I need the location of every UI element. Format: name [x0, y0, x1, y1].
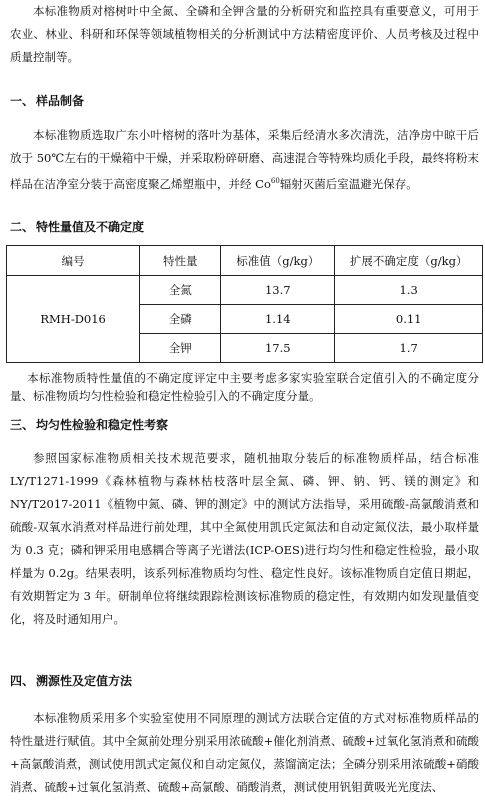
uncertainty-cell: 0.11	[335, 305, 483, 334]
material-id-cell: RMH-D016	[7, 276, 140, 363]
certified-values-table	[6, 245, 483, 363]
uncertainty-cell: 1.7	[335, 334, 483, 363]
header-uncertainty: 扩展不确定度（g/kg）	[335, 246, 483, 276]
section-heading-sample-prep: 一、 样品制备	[10, 94, 85, 108]
intro-paragraph: 本标准物质对榕树叶中全氮、全磷和全钾含量的分析研究和监控具有重要意义，可用于农业、林业、科研和环保等领域植物相关的分析测试中方法精密度评价、人员考核及过程中质量控制等。	[10, 4, 479, 64]
value-cell: 17.5	[221, 334, 335, 363]
property-cell: 全磷	[140, 305, 221, 334]
section-heading-values: 二、 特性量值及不确定度	[10, 220, 145, 234]
table-note: 本标准物质特性量值的不确定度评定中主要考虑多家实验室联合定值引入的不确定度分量、标准物质均匀性检验和稳定性检验引入的不确定度分量。	[10, 371, 479, 403]
homogeneity-paragraph: 参照国家标准物质相关技术规范要求，随机抽取分装后的标准物质样品，结合标准 LY/T1271-1999《森林植物与森林枯枝落叶层全氮、磷、钾、钠、钙、镁的测定》和 NY/T2017-2011《植物中氮、磷、钾的测定》中的测试方法指导，采用硫酸-高氯酸消煮和硫酸-双氧水消煮对样品进行前处理，其中全氮使用凯氏定氮法和自动定氮仪法，最小取样量为 0.3 克；磷和钾采用电感耦合等离子光谱法(ICP-OES)进行均匀性和稳定性检验，最小取样量为 0.2g。结果表明，该系列标准物质均匀性、稳定性良好。该标准物质自定值日期起，有效期暂定为 3 年。研制单位将继续跟踪检测该标准物质的稳定性，有效期内如发现量值变化，将及时通知用户。	[10, 451, 479, 626]
header-id: 编号	[7, 246, 140, 276]
uncertainty-cell: 1.3	[335, 276, 483, 305]
value-cell: 1.14	[221, 305, 335, 334]
property-cell: 全氮	[140, 276, 221, 305]
table-header-row	[7, 246, 483, 276]
section-heading-homogeneity: 三、 均匀性检验和稳定性考察	[10, 418, 169, 432]
section-heading-traceability: 四、 溯源性及定值方法	[10, 674, 133, 688]
header-value: 标准值（g/kg）	[221, 246, 335, 276]
value-cell: 13.7	[221, 276, 335, 305]
sample-prep-paragraph: 本标准物质选取广东小叶榕树的落叶为基体，采集后经清水多次清洗，洁净房中晾干后放于 50℃左右的干燥箱中干燥，并采取粉碎研磨、高速混合等特殊均质化手段，最终将粉末样品在洁净室分装于高密度聚乙烯塑瓶中，并经 Co$^{60}$辐射灭菌后室温避光保存。	[10, 128, 479, 191]
header-property: 特性量	[140, 246, 221, 276]
traceability-paragraph: 本标准物质采用多个实验室使用不同原理的测试方法联合定值的方式对标准物质样品的特性量进行赋值。其中全氮前处理分别采用浓硫酸+催化剂消煮、硫酸+过氧化氢消煮和硫酸+高氯酸消煮，测试使用凯式定氮仪和自动定氮仪，蒸馏滴定法；全磷分别采用浓硫酸+硝酸消煮、硫酸+过氧化氢消煮、硫酸+高氯酸、硝酸消煮，测试使用钒钼黄吸光光度法、	[10, 711, 479, 794]
table-row	[7, 276, 483, 305]
property-cell: 全钾	[140, 334, 221, 363]
